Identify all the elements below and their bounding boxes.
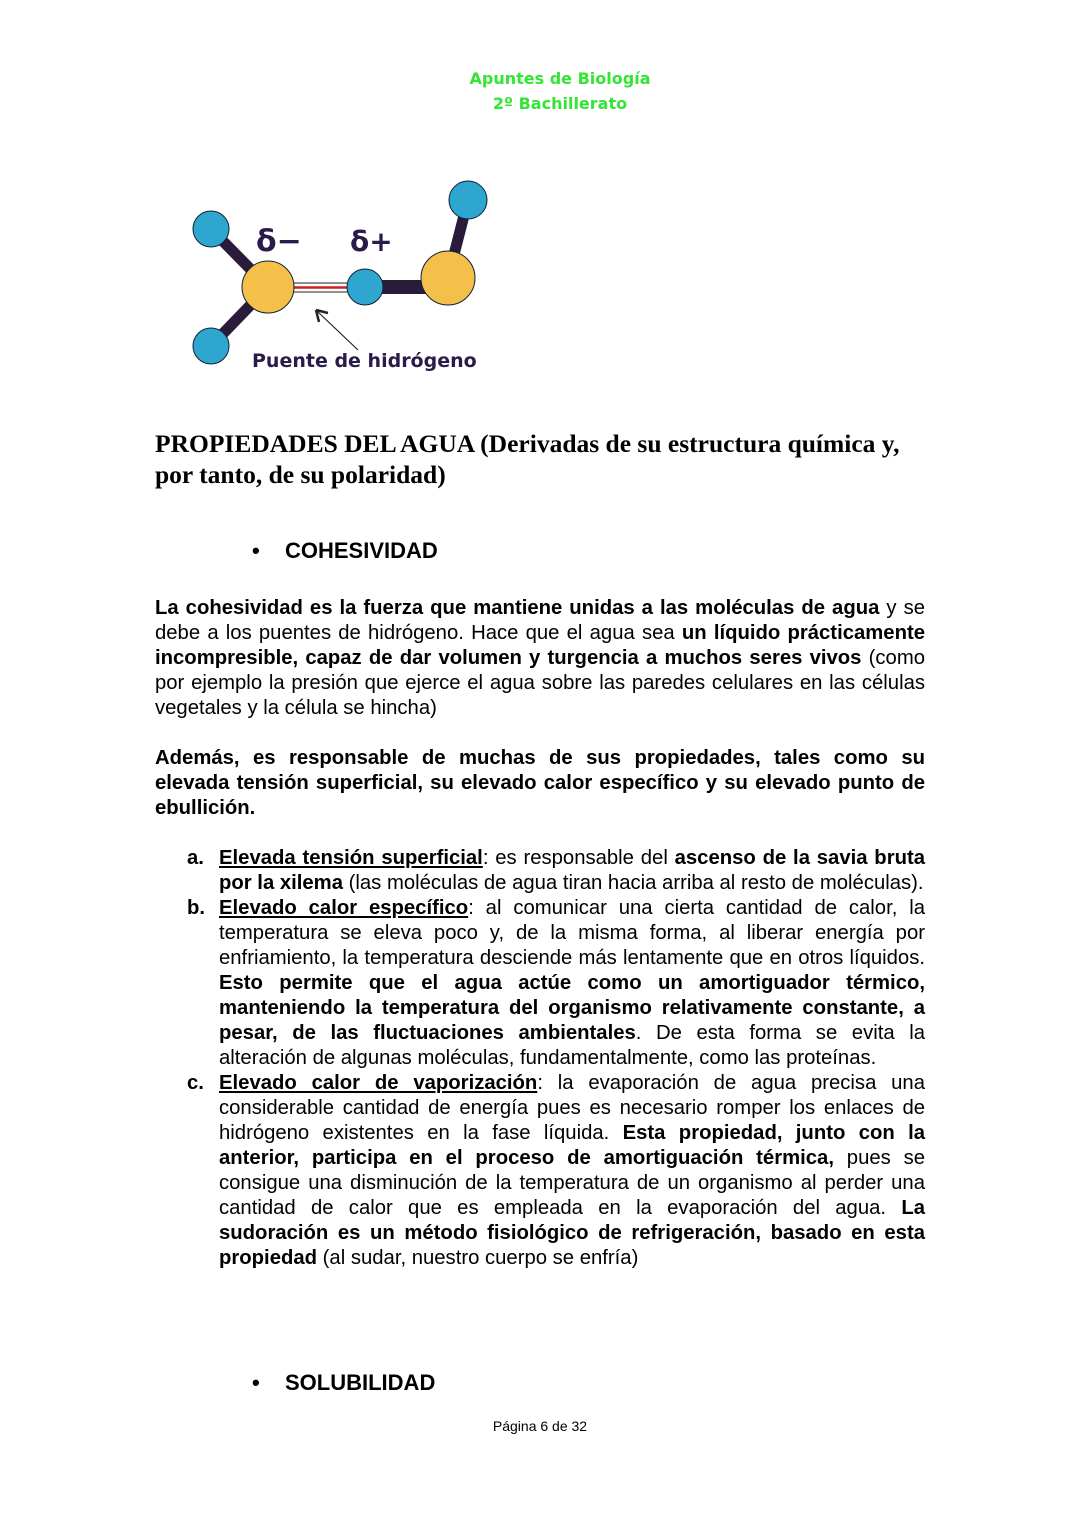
header-subject: Apuntes de Biología [469, 69, 651, 88]
oxygen-atom [421, 251, 475, 305]
hydrogen-bond-diagram [180, 170, 500, 390]
page-number: Página 6 de 32 [492, 1418, 588, 1434]
header-course: 2º Bachillerato [492, 94, 628, 113]
delta-plus-label: δ+ [350, 225, 393, 258]
list-item: b. Elevado calor específico: al comunicar una cierta cantidad de calor, la temperatura se eleva poco y, de la misma forma, al liberar energía por enfriamiento, la temperatura desciende más lentamente que en otros líquidos. Esto permite que el agua actúe como un amortiguador térmico, manteniendo la temperatura del organismo relativamente constante, a pesar, de las fluctuaciones ambientales. De esta forma se evita la alteración de algunas moléculas, fundamentalmente, como las proteínas. [187, 897, 926, 1069]
page-header [0, 66, 1080, 116]
cohesion-paragraph: La cohesividad es la fuerza que mantiene unidas a las moléculas de agua y se debe a los puentes de hidrógeno. Hace que el agua sea un líquido prácticamente incompresible, capaz de dar volumen y turgencia a muchos seres vivos (como por ejemplo la presión que ejerce el agua sobre las paredes celulares en las células vegetales y la célula se hincha) [155, 597, 926, 719]
heading-cohesividad: • COHESIVIDAD [252, 538, 438, 563]
section-title: PROPIEDADES DEL AGUA (Derivadas de su estructura química y, por tanto, de su polaridad) [155, 429, 900, 489]
heading-solubilidad: • SOLUBILIDAD [252, 1370, 436, 1395]
list-item: c. Elevado calor de vaporización: la evaporación de agua precisa una considerable cantidad de energía pues es necesario romper los enlaces de hidrógeno existentes en la fase líquida. Esta propiedad, junto con la anterior, participa en el proceso de amortiguación térmica, pues se consigue una disminución de la temperatura de un organismo al perder una cantidad de calor que es empleada en la evaporación del agua. La sudoración es un método fisiológico de refrigeración, basado en esta propiedad (al sudar, nuestro cuerpo se enfría) [187, 1072, 926, 1269]
hydrogen-atom [347, 269, 383, 305]
properties-list [155, 846, 925, 1271]
hydrogen-bond-label: Puente de hidrógeno [252, 350, 477, 372]
delta-minus-label: δ− [256, 224, 302, 259]
hydrogen-atom [193, 328, 229, 364]
oxygen-atom [242, 261, 294, 313]
hydrogen-atom [449, 181, 487, 219]
properties-paragraph: Además, es responsable de muchas de sus propiedades, tales como su elevada tensión superficial, su elevado calor específico y su elevado punto de ebullición. [155, 747, 925, 819]
list-item: a. Elevada tensión superficial: es responsable del ascenso de la savia bruta por la xilema (las moléculas de agua tiran hacia arriba al resto de moléculas). [187, 847, 926, 894]
hydrogen-atom [193, 211, 229, 247]
arrow-line [318, 312, 358, 350]
